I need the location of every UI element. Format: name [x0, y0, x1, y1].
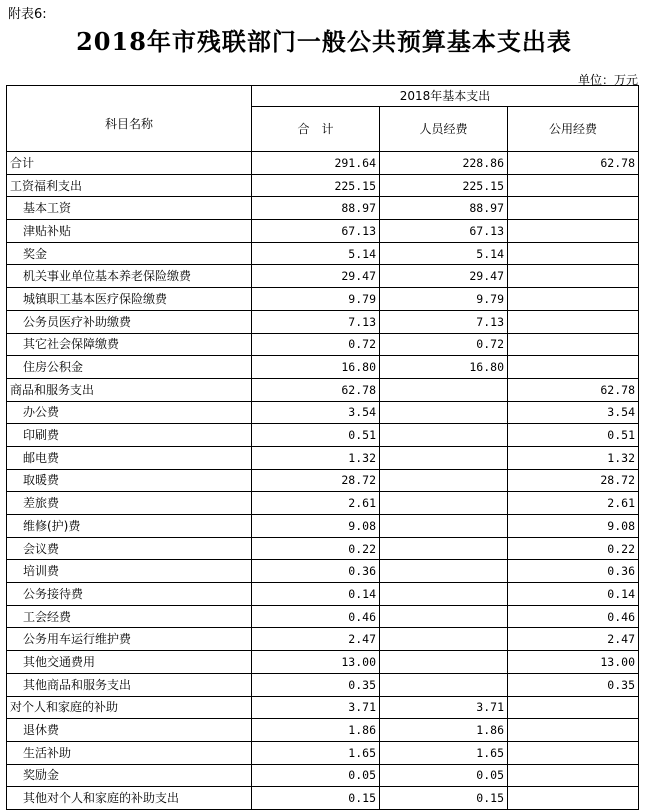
- row-total-cell: 29.47: [252, 265, 380, 288]
- row-total-cell: 88.97: [252, 197, 380, 220]
- row-total-cell: 3.54: [252, 401, 380, 424]
- attachment-label: 附表6:: [8, 7, 47, 22]
- table-row: [7, 515, 639, 538]
- row-total-cell: 0.36: [252, 560, 380, 583]
- header-public: 公用经费: [508, 107, 639, 152]
- table-row: [7, 310, 639, 333]
- header-row-group: [7, 86, 639, 107]
- row-public-cell: [508, 174, 639, 197]
- table-row: [7, 605, 639, 628]
- row-total-cell: 0.46: [252, 605, 380, 628]
- row-total-cell: 2.47: [252, 628, 380, 651]
- row-name-cell: 其他交通费用: [7, 651, 252, 674]
- table-row: [7, 764, 639, 787]
- row-total-cell: 0.72: [252, 333, 380, 356]
- row-public-cell: 0.35: [508, 673, 639, 696]
- page-title: 2018年市残联部门一般公共预算基本支出表: [76, 27, 572, 56]
- row-personnel-cell: 228.86: [380, 152, 508, 175]
- table-row: [7, 537, 639, 560]
- row-total-cell: 0.15: [252, 787, 380, 810]
- row-personnel-cell: 5.14: [380, 242, 508, 265]
- row-total-cell: 9.08: [252, 515, 380, 538]
- row-total-cell: 62.78: [252, 378, 380, 401]
- row-total-cell: 0.05: [252, 764, 380, 787]
- table-row: [7, 333, 639, 356]
- row-total-cell: 5.14: [252, 242, 380, 265]
- row-name-cell: 维修(护)费: [7, 515, 252, 538]
- row-total-cell: 1.65: [252, 741, 380, 764]
- table-row: [7, 651, 639, 674]
- row-personnel-cell: [380, 583, 508, 606]
- row-name-cell: 印刷费: [7, 424, 252, 447]
- table-row: [7, 288, 639, 311]
- row-name-cell: 奖金: [7, 242, 252, 265]
- row-public-cell: 9.08: [508, 515, 639, 538]
- row-public-cell: 0.22: [508, 537, 639, 560]
- row-public-cell: 1.32: [508, 446, 639, 469]
- row-personnel-cell: 3.71: [380, 696, 508, 719]
- row-public-cell: [508, 356, 639, 379]
- row-total-cell: 225.15: [252, 174, 380, 197]
- row-total-cell: 291.64: [252, 152, 380, 175]
- row-public-cell: [508, 333, 639, 356]
- row-public-cell: 0.46: [508, 605, 639, 628]
- row-name-cell: 住房公积金: [7, 356, 252, 379]
- row-name-cell: 其他对个人和家庭的补助支出: [7, 787, 252, 810]
- row-personnel-cell: [380, 515, 508, 538]
- table-row: [7, 719, 639, 742]
- row-personnel-cell: [380, 424, 508, 447]
- row-personnel-cell: [380, 469, 508, 492]
- row-name-cell: 公务接待费: [7, 583, 252, 606]
- row-name-cell: 工会经费: [7, 605, 252, 628]
- row-total-cell: 67.13: [252, 220, 380, 243]
- row-personnel-cell: [380, 492, 508, 515]
- table-row: [7, 583, 639, 606]
- row-public-cell: 2.47: [508, 628, 639, 651]
- row-personnel-cell: 1.65: [380, 741, 508, 764]
- header-basic-expenditure: 2018年基本支出: [252, 86, 639, 107]
- table-row: [7, 356, 639, 379]
- row-public-cell: 0.51: [508, 424, 639, 447]
- budget-table: [6, 85, 639, 810]
- header-personnel: 人员经费: [380, 107, 508, 152]
- row-personnel-cell: [380, 560, 508, 583]
- row-public-cell: [508, 787, 639, 810]
- row-total-cell: 3.71: [252, 696, 380, 719]
- row-name-cell: 办公费: [7, 401, 252, 424]
- table-row: [7, 628, 639, 651]
- row-public-cell: 62.78: [508, 378, 639, 401]
- row-total-cell: 0.35: [252, 673, 380, 696]
- table-row: [7, 220, 639, 243]
- table-row: [7, 424, 639, 447]
- row-personnel-cell: [380, 378, 508, 401]
- table-row: [7, 378, 639, 401]
- row-name-cell: 邮电费: [7, 446, 252, 469]
- row-name-cell: 津贴补贴: [7, 220, 252, 243]
- table-row: [7, 174, 639, 197]
- row-personnel-cell: 16.80: [380, 356, 508, 379]
- row-public-cell: 28.72: [508, 469, 639, 492]
- row-total-cell: 7.13: [252, 310, 380, 333]
- table-row: [7, 787, 639, 810]
- row-public-cell: [508, 220, 639, 243]
- table-row: [7, 696, 639, 719]
- row-personnel-cell: [380, 605, 508, 628]
- table-row: [7, 469, 639, 492]
- row-public-cell: [508, 288, 639, 311]
- row-personnel-cell: 88.97: [380, 197, 508, 220]
- row-name-cell: 奖励金: [7, 764, 252, 787]
- row-personnel-cell: [380, 537, 508, 560]
- row-public-cell: [508, 265, 639, 288]
- row-personnel-cell: 0.72: [380, 333, 508, 356]
- table-row: [7, 197, 639, 220]
- row-personnel-cell: [380, 401, 508, 424]
- row-total-cell: 1.86: [252, 719, 380, 742]
- row-total-cell: 0.51: [252, 424, 380, 447]
- row-name-cell: 差旅费: [7, 492, 252, 515]
- row-personnel-cell: 7.13: [380, 310, 508, 333]
- row-personnel-cell: [380, 628, 508, 651]
- row-total-cell: 0.14: [252, 583, 380, 606]
- row-total-cell: 28.72: [252, 469, 380, 492]
- row-personnel-cell: 1.86: [380, 719, 508, 742]
- row-public-cell: [508, 719, 639, 742]
- row-total-cell: 9.79: [252, 288, 380, 311]
- row-personnel-cell: 225.15: [380, 174, 508, 197]
- row-name-cell: 合计: [7, 152, 252, 175]
- row-public-cell: 13.00: [508, 651, 639, 674]
- row-name-cell: 城镇职工基本医疗保险缴费: [7, 288, 252, 311]
- table-row: [7, 560, 639, 583]
- row-name-cell: 其他商品和服务支出: [7, 673, 252, 696]
- row-name-cell: 培训费: [7, 560, 252, 583]
- table-row: [7, 242, 639, 265]
- row-public-cell: [508, 764, 639, 787]
- row-public-cell: [508, 197, 639, 220]
- row-name-cell: 其它社会保障缴费: [7, 333, 252, 356]
- row-name-cell: 公务用车运行维护费: [7, 628, 252, 651]
- row-public-cell: 3.54: [508, 401, 639, 424]
- unit-label: 单位：万元: [577, 73, 638, 87]
- row-personnel-cell: 67.13: [380, 220, 508, 243]
- table-row: [7, 741, 639, 764]
- row-personnel-cell: 29.47: [380, 265, 508, 288]
- row-public-cell: [508, 696, 639, 719]
- row-personnel-cell: [380, 651, 508, 674]
- row-name-cell: 工资福利支出: [7, 174, 252, 197]
- row-total-cell: 1.32: [252, 446, 380, 469]
- table-row: [7, 492, 639, 515]
- row-public-cell: 0.36: [508, 560, 639, 583]
- row-public-cell: [508, 741, 639, 764]
- row-public-cell: [508, 310, 639, 333]
- table-row: [7, 446, 639, 469]
- table-row: [7, 673, 639, 696]
- row-name-cell: 机关事业单位基本养老保险缴费: [7, 265, 252, 288]
- row-total-cell: 0.22: [252, 537, 380, 560]
- row-name-cell: 生活补助: [7, 741, 252, 764]
- row-public-cell: 62.78: [508, 152, 639, 175]
- row-name-cell: 退休费: [7, 719, 252, 742]
- table-row: [7, 265, 639, 288]
- row-personnel-cell: [380, 446, 508, 469]
- row-name-cell: 基本工资: [7, 197, 252, 220]
- row-personnel-cell: [380, 673, 508, 696]
- row-name-cell: 公务员医疗补助缴费: [7, 310, 252, 333]
- row-personnel-cell: 0.05: [380, 764, 508, 787]
- row-public-cell: 2.61: [508, 492, 639, 515]
- row-total-cell: 2.61: [252, 492, 380, 515]
- row-public-cell: 0.14: [508, 583, 639, 606]
- row-name-cell: 会议费: [7, 537, 252, 560]
- row-personnel-cell: 0.15: [380, 787, 508, 810]
- row-total-cell: 13.00: [252, 651, 380, 674]
- row-total-cell: 16.80: [252, 356, 380, 379]
- row-name-cell: 商品和服务支出: [7, 378, 252, 401]
- header-total: 合 计: [252, 107, 380, 152]
- row-name-cell: 取暖费: [7, 469, 252, 492]
- table-row: [7, 401, 639, 424]
- header-subject-name: 科目名称: [7, 86, 252, 152]
- row-personnel-cell: 9.79: [380, 288, 508, 311]
- row-name-cell: 对个人和家庭的补助: [7, 696, 252, 719]
- table-row: [7, 152, 639, 175]
- row-public-cell: [508, 242, 639, 265]
